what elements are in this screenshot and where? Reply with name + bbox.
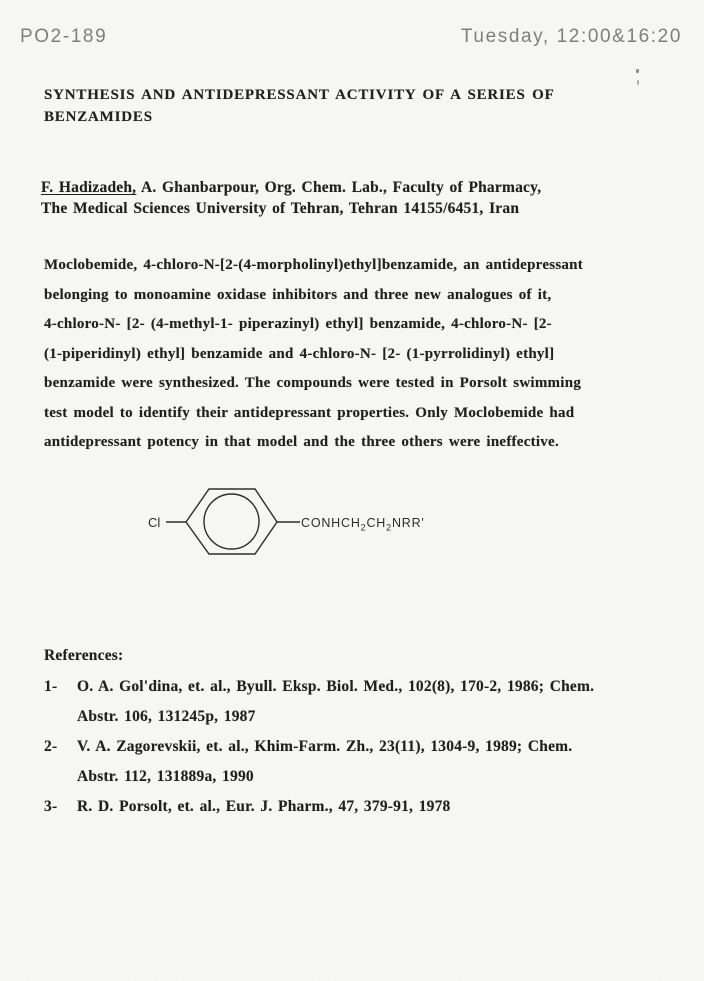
- abstract-line: 4-chloro-N- [2- (4-methyl-1- piperazinyl) ethyl] benzamide, 4-chloro-N- [2-: [44, 316, 552, 332]
- reference-number: 1-: [44, 678, 58, 695]
- references-heading: References:: [44, 647, 124, 664]
- abstract-line: Moclobemide, 4-chloro-N-[2-(4-morpholinyl)ethyl]benzamide, an antidepressant: [44, 257, 583, 273]
- formula-segment: CH: [366, 516, 387, 530]
- authors-line-1-rest: A. Ghanbarpour, Org. Chem. Lab., Faculty of Pharmacy,: [136, 179, 542, 196]
- reference-line: R. D. Porsolt, et. al., Eur. J. Pharm., 47, 379-91, 1978: [77, 798, 451, 815]
- abstract-line: (1-piperidinyl) ethyl] benzamide and 4-chloro-N- [2- (1-pyrrolidinyl) ethyl]: [44, 345, 555, 362]
- reference-text: [77, 732, 674, 792]
- reference-text: [77, 672, 674, 732]
- reference-text: [77, 792, 674, 822]
- title-line-1: SYNTHESIS AND ANTIDEPRESSANT ACTIVITY OF A SERIES OF: [44, 87, 555, 103]
- abstract-line: test model to identify their antidepressant properties. Only Moclobemide had: [44, 404, 575, 421]
- reference-line: V. A. Zagorevskii, et. al., Khim-Farm. Zh., 23(11), 1304-9, 1989; Chem.: [77, 738, 573, 755]
- reference-line: Abstr. 106, 131245p, 1987: [77, 708, 256, 725]
- formula-segment: NRR': [391, 516, 425, 530]
- reference-number: 2-: [44, 738, 58, 755]
- authors-line-2: The Medical Sciences University of Tehran, Tehran 14155/6451, Iran: [41, 200, 520, 217]
- formula-segment: CONHCH: [301, 516, 361, 530]
- reference-line: O. A. Gol'dina, et. al., Byull. Eksp. Biol. Med., 102(8), 170-2, 1986; Chem.: [77, 678, 595, 695]
- formula-subscript: 2: [386, 522, 392, 533]
- abstract-line: benzamide were synthesized. The compounds were tested in Porsolt swimming: [44, 375, 582, 391]
- session-schedule: Tuesday, 12:00&16:20: [460, 26, 682, 47]
- page-header: [20, 26, 682, 48]
- chemical-structure: [130, 465, 470, 575]
- authors-block: [41, 177, 671, 219]
- side-chain-formula: [301, 516, 425, 533]
- page-title: [44, 85, 654, 128]
- abstract-paragraph: [44, 251, 669, 458]
- chlorine-label: Cl: [148, 515, 161, 530]
- formula-subscript: 2: [360, 522, 367, 533]
- reference-item: [44, 792, 674, 822]
- session-code: PO2-189: [20, 26, 108, 47]
- authors-line-1: [41, 177, 671, 198]
- reference-item: [44, 672, 674, 732]
- reference-line: Abstr. 112, 131889a, 1990: [77, 768, 254, 785]
- benzene-ring: [186, 489, 277, 554]
- scan-artifact: [636, 69, 639, 73]
- abstract-line: antidepressant potency in that model and the three others were ineffective.: [44, 434, 559, 450]
- reference-item: [44, 732, 674, 792]
- presenting-author-name: F. Hadizadeh,: [41, 179, 137, 196]
- references-section: [44, 640, 674, 822]
- reference-number: 3-: [44, 798, 58, 815]
- abstract-line: belonging to monoamine oxidase inhibitors and three new analogues of it,: [44, 286, 552, 303]
- title-line-2: BENZAMIDES: [44, 108, 153, 125]
- aromatic-circle: [204, 494, 259, 549]
